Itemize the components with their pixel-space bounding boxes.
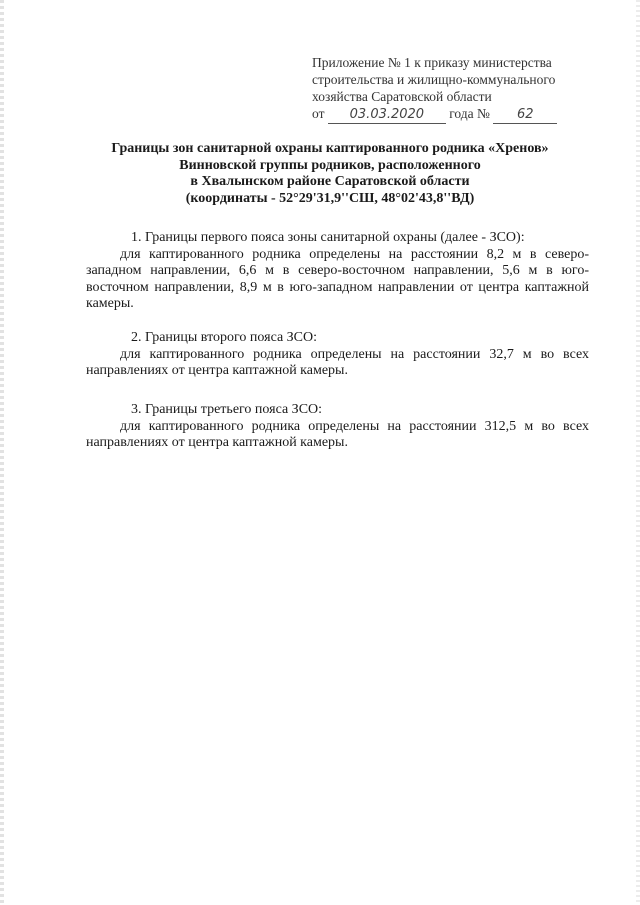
title-line-2: Винновской группы родников, расположенного — [179, 157, 481, 173]
from-label: от — [312, 106, 325, 121]
scan-edge-right — [636, 0, 640, 905]
section-heading: 3. Границы третьего пояса ЗСО: — [131, 402, 323, 417]
section-heading: 2. Границы второго пояса ЗСО: — [131, 330, 318, 345]
section-text: для каптированного родника определены на расстоянии 8,2 м в северо-западном направлении, 6,6 м в северо-восточном направлении, 5,6 м в юго-восточном направлении, 8,9 м в юго-западном направлении от центра каптажной камеры. — [86, 246, 589, 311]
section-text: для каптированного родника определены на расстоянии 32,7 м во всех направлениях от центра каптажной камеры. — [86, 346, 589, 378]
appendix-header — [312, 54, 602, 124]
appendix-line-2: строительства и жилищно-коммунального — [312, 72, 556, 87]
document-title — [60, 141, 600, 207]
title-line-4: (координаты - 52°29'31,9''СШ, 48°02'43,8''ВД) — [185, 190, 475, 206]
section-second-zone — [86, 330, 589, 380]
section-first-zone — [86, 230, 589, 313]
appendix-date-line — [312, 105, 602, 124]
scan-edge-left — [0, 0, 4, 905]
section-third-zone — [86, 402, 589, 452]
year-number-label: года № — [449, 106, 490, 121]
section-text: для каптированного родника определены на расстоянии 312,5 м во всех направлениях от центра каптажной камеры. — [86, 418, 589, 450]
handwritten-number: 62 — [493, 106, 557, 124]
appendix-line-3: хозяйства Саратовской области — [312, 89, 492, 104]
appendix-line-1: Приложение № 1 к приказу министерства — [312, 55, 552, 70]
title-line-3: в Хвалынском районе Саратовской области — [190, 174, 470, 189]
title-line-1: Границы зон санитарной охраны каптированного родника «Хренов» — [111, 141, 549, 156]
handwritten-date: 03.03.2020 — [328, 106, 446, 124]
section-heading: 1. Границы первого пояса зоны санитарной охраны (далее - ЗСО): — [131, 230, 525, 245]
